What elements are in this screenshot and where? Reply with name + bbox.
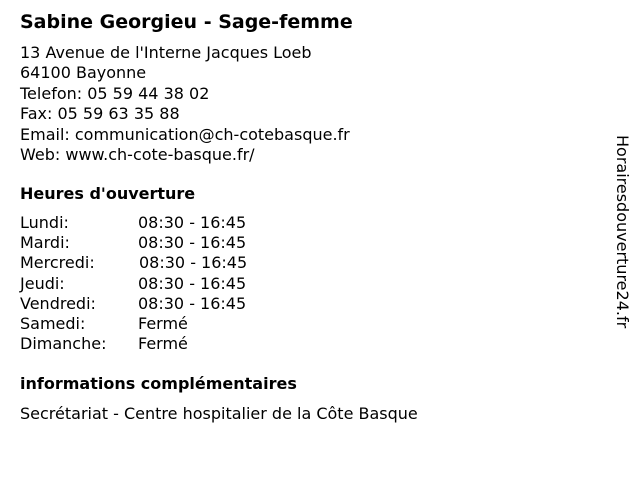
site-watermark: Horairesdouverture24.fr bbox=[613, 135, 632, 329]
time-value: 08:30 - 16:45 bbox=[138, 213, 247, 232]
hours-row-tuesday bbox=[20, 233, 320, 253]
day-label: Vendredi: bbox=[20, 293, 96, 313]
day-label: Jeudi: bbox=[20, 273, 65, 293]
phone-number: Telefon: 05 59 44 38 02 bbox=[20, 83, 210, 103]
website-url: Web: www.ch-cote-basque.fr/ bbox=[20, 144, 255, 164]
opening-hours-table bbox=[20, 213, 320, 354]
time-value: 08:30 - 16:45 bbox=[139, 253, 248, 273]
day-label: Mardi: bbox=[20, 233, 70, 253]
hours-row-friday bbox=[20, 294, 320, 314]
day-label: Lundi: bbox=[20, 213, 69, 232]
address-line-city: 64100 Bayonne bbox=[20, 63, 147, 83]
hours-row-monday bbox=[20, 213, 320, 233]
page-title: Sabine Georgieu - Sage-femme bbox=[20, 11, 353, 33]
email-address: Email: communication@ch-cotebasque.fr bbox=[20, 124, 350, 144]
day-label: Dimanche: bbox=[20, 334, 107, 354]
time-value: 08:30 - 16:45 bbox=[138, 233, 247, 253]
time-value: 08:30 - 16:45 bbox=[138, 273, 247, 293]
time-value: Fermé bbox=[138, 313, 188, 333]
day-label: Samedi: bbox=[20, 313, 86, 333]
hours-row-thursday bbox=[20, 274, 320, 294]
day-label: Mercredi: bbox=[20, 253, 95, 273]
additional-info-heading: informations complémentaires bbox=[20, 374, 297, 393]
additional-info-text: Secrétariat - Centre hospitalier de la Côte Basque bbox=[20, 404, 418, 423]
fax-number: Fax: 05 59 63 35 88 bbox=[20, 104, 180, 124]
time-value: Fermé bbox=[138, 334, 188, 354]
contact-block bbox=[20, 43, 350, 165]
address-line-street: 13 Avenue de l'Interne Jacques Loeb bbox=[20, 43, 312, 62]
hours-row-sunday bbox=[20, 334, 320, 354]
time-value: 08:30 - 16:45 bbox=[138, 293, 247, 313]
hours-row-wednesday bbox=[20, 253, 320, 273]
opening-hours-heading: Heures d'ouverture bbox=[20, 184, 196, 203]
hours-row-saturday bbox=[20, 314, 320, 334]
